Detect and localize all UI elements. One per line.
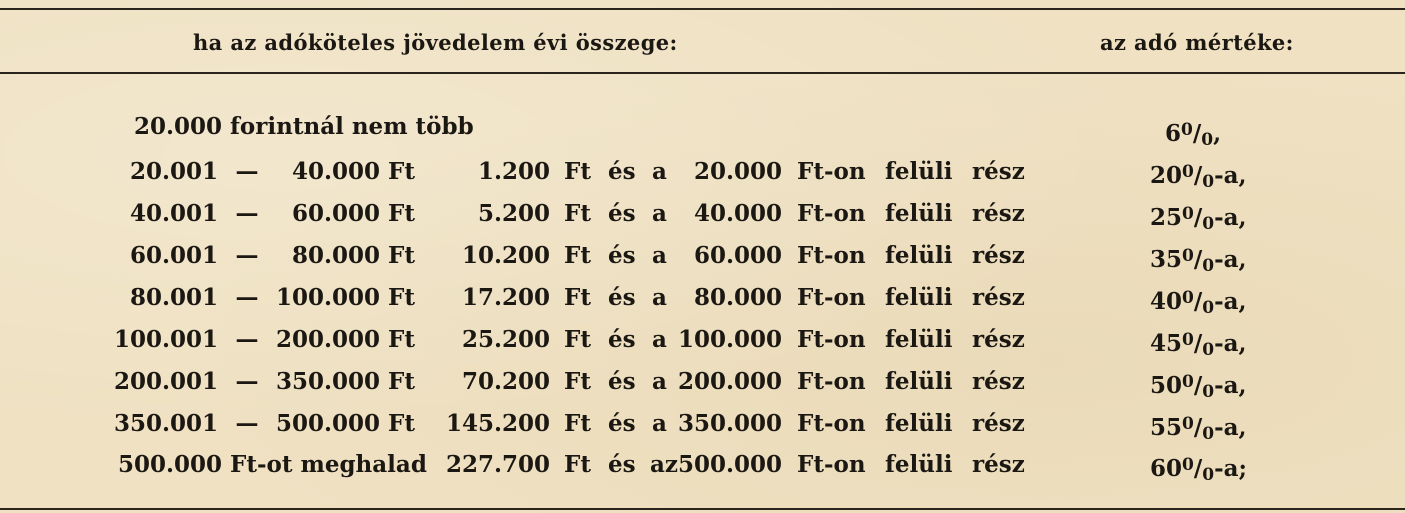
percent-bottom: 0 [1202,382,1215,402]
table-row [0,409,1405,444]
bottom-rule [0,508,1405,510]
dash-cell: — [235,284,259,311]
rate-value: 6 [1165,120,1182,147]
rate-value: 55 [1150,414,1183,441]
rate-cell [1150,199,1280,239]
rate-suffix: , [1213,120,1222,147]
rate-value: 40 [1150,288,1183,315]
resz-cell: rész [972,451,1025,478]
threshold-cell: 40.000 [693,200,782,227]
header-rule [0,72,1405,74]
base-tax-cell: 5.200 [477,200,550,227]
dash-cell: — [235,158,259,185]
feluli-cell: felüli [885,326,953,353]
income-from-cell: 200.001 [113,368,218,395]
percent-slash: / [1192,120,1202,147]
rate-cell [1165,115,1285,155]
base-tax-cell: 70.200 [461,368,550,395]
a-cell: a [652,200,667,227]
es-cell: és [608,451,636,478]
ft-cell: Ft [564,326,591,353]
resz-cell: rész [972,242,1025,269]
table-row [0,199,1405,234]
ft-cell: Ft [564,410,591,437]
income-to-cell: 60.000 [291,200,380,227]
rate-value: 45 [1150,330,1183,357]
threshold-cell: 20.000 [693,158,782,185]
income-from-cell: 60.001 [129,242,218,269]
rate-cell [1150,241,1280,281]
percent-bottom: 0 [1202,172,1215,192]
rate-cell [1150,367,1280,407]
table-row [0,325,1405,360]
base-tax-cell: 227.700 [445,451,550,478]
percent-bottom: 0 [1202,340,1215,360]
dash-cell: — [235,368,259,395]
rate-cell [1150,450,1280,490]
feluli-cell: felüli [885,368,953,395]
table-row [0,157,1405,192]
income-from-cell: 40.001 [129,200,218,227]
top-rule [0,8,1405,10]
ft-on-cell: Ft-on [797,326,866,353]
threshold-cell: 80.000 [693,284,782,311]
rate-value: 35 [1150,246,1183,273]
feluli-cell: felüli [885,451,953,478]
rate-suffix: -a, [1214,414,1247,441]
es-cell: és [608,326,636,353]
resz-cell: rész [972,410,1025,437]
income-to-cell: 80.000 [291,242,380,269]
es-cell: és [608,158,636,185]
ft-on-cell: Ft-on [797,242,866,269]
percent-slash: / [1193,455,1203,482]
percent-slash: / [1193,288,1203,315]
rate-cell [1150,283,1280,323]
base-tax-cell: 145.200 [445,410,550,437]
table-row [0,367,1405,402]
ft-cell: Ft [388,326,415,353]
feluli-cell: felüli [885,284,953,311]
table-row-last [0,450,1405,485]
income-from-cell: 100.001 [113,326,218,353]
ft-cell: Ft [564,242,591,269]
rate-suffix: -a, [1214,204,1247,231]
rate-value: 50 [1150,372,1183,399]
resz-cell: rész [972,158,1025,185]
dash-cell: — [235,326,259,353]
feluli-cell: felüli [885,158,953,185]
income-from-cell: 20.001 [129,158,218,185]
resz-cell: rész [972,368,1025,395]
threshold-cell: 500.000 [677,451,782,478]
income-to-cell: 40.000 [291,158,380,185]
resz-cell: rész [972,284,1025,311]
es-cell: és [608,410,636,437]
ft-cell: Ft [564,451,591,478]
percent-slash: / [1193,246,1203,273]
es-cell: és [608,368,636,395]
rate-suffix: -a, [1214,330,1247,357]
dash-cell: — [235,200,259,227]
base-tax-cell: 1.200 [477,158,550,185]
ft-cell: Ft [564,158,591,185]
table-row [0,241,1405,276]
percent-top: 0 [1182,330,1194,350]
ft-on-cell: Ft-on [797,284,866,311]
resz-cell: rész [972,200,1025,227]
table-row-first [0,115,1405,150]
rate-suffix: -a, [1214,372,1247,399]
ft-cell: Ft [388,410,415,437]
first-row-label: 20.000 forintnál nem több [134,113,474,140]
income-from-cell: 80.001 [129,284,218,311]
rate-value: 60 [1150,455,1183,482]
az-cell: az [650,451,678,478]
a-cell: a [652,284,667,311]
threshold-cell: 100.000 [677,326,782,353]
percent-slash: / [1193,204,1203,231]
income-to-cell: 500.000 [275,410,380,437]
percent-bottom: 0 [1202,465,1215,485]
ft-cell: Ft [388,158,415,185]
percent-top: 0 [1182,455,1194,475]
threshold-cell: 60.000 [693,242,782,269]
ft-on-cell: Ft-on [797,200,866,227]
rate-suffix: -a, [1214,246,1247,273]
percent-slash: / [1193,414,1203,441]
a-cell: a [652,242,667,269]
threshold-cell: 200.000 [677,368,782,395]
threshold-cell: 350.000 [677,410,782,437]
rate-suffix: -a, [1214,162,1247,189]
ft-on-cell: Ft-on [797,368,866,395]
percent-bottom: 0 [1202,424,1215,444]
a-cell: a [652,326,667,353]
income-to-cell: 350.000 [275,368,380,395]
feluli-cell: felüli [885,200,953,227]
percent-top: 0 [1182,204,1194,224]
percent-top: 0 [1182,372,1194,392]
a-cell: a [652,368,667,395]
rate-cell [1150,409,1280,449]
ft-on-cell: Ft-on [797,158,866,185]
rate-suffix: -a, [1214,288,1247,315]
percent-top: 0 [1182,162,1194,182]
rate-value: 25 [1150,204,1183,231]
base-tax-cell: 10.200 [461,242,550,269]
feluli-cell: felüli [885,410,953,437]
percent-bottom: 0 [1202,256,1215,276]
base-tax-cell: 17.200 [461,284,550,311]
percent-top: 0 [1181,120,1193,140]
ft-cell: Ft [388,242,415,269]
percent-top: 0 [1182,414,1194,434]
ft-on-cell: Ft-on [797,451,866,478]
ft-cell: Ft [388,200,415,227]
ft-cell: Ft [564,368,591,395]
header-rate-column: az adó mértéke: [1100,30,1294,55]
percent-slash: / [1193,162,1203,189]
es-cell: és [608,284,636,311]
ft-cell: Ft [388,284,415,311]
es-cell: és [608,242,636,269]
rate-cell [1150,157,1280,197]
percent-slash: / [1193,372,1203,399]
a-cell: a [652,410,667,437]
rate-value: 20 [1150,162,1183,189]
percent-slash: / [1193,330,1203,357]
percent-top: 0 [1182,246,1194,266]
base-tax-cell: 25.200 [461,326,550,353]
income-from-cell: 350.001 [113,410,218,437]
dash-cell: — [235,242,259,269]
rate-cell [1150,325,1280,365]
table-row [0,283,1405,318]
ft-cell: Ft [564,284,591,311]
percent-bottom: 0 [1201,130,1214,150]
ft-on-cell: Ft-on [797,410,866,437]
dash-cell: — [235,410,259,437]
ft-cell: Ft [388,368,415,395]
income-to-cell: 100.000 [275,284,380,311]
last-row-lead: 500.000 Ft-ot meghalad [118,451,427,478]
income-to-cell: 200.000 [275,326,380,353]
percent-bottom: 0 [1202,214,1215,234]
resz-cell: rész [972,326,1025,353]
feluli-cell: felüli [885,242,953,269]
ft-cell: Ft [564,200,591,227]
header-income-column: ha az adóköteles jövedelem évi összege: [193,30,678,55]
es-cell: és [608,200,636,227]
a-cell: a [652,158,667,185]
rate-suffix: -a; [1214,455,1248,482]
percent-bottom: 0 [1202,298,1215,318]
percent-top: 0 [1182,288,1194,308]
